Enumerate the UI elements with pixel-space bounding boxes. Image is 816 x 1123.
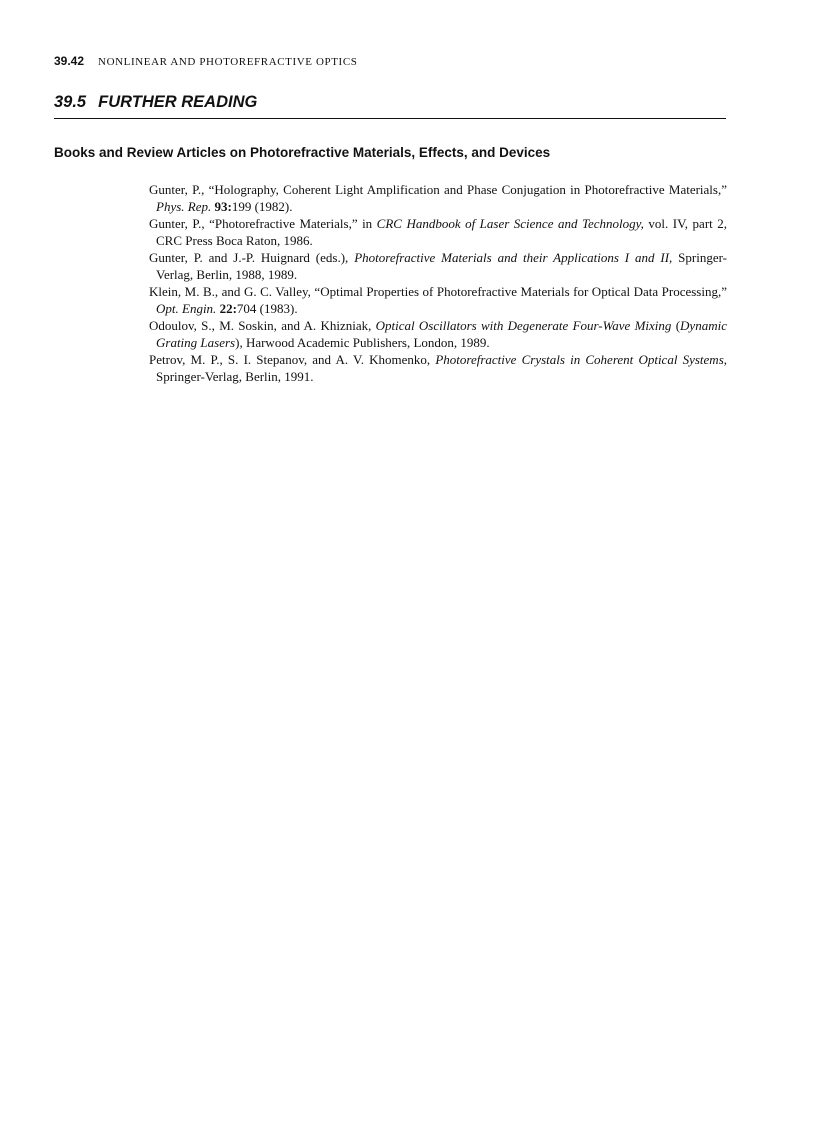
reference-entry: Gunter, P. and J.-P. Huignard (eds.), Photorefractive Materials and their Applications I and II, Springer-Verlag, Berlin, 1988, 1989.	[149, 250, 727, 282]
reference-entry: Gunter, P., “Photorefractive Materials,” in CRC Handbook of Laser Science and Technology, vol. IV, part 2, CRC Press Boca Raton, 1986.	[149, 216, 727, 248]
section-title: FURTHER READING	[98, 93, 258, 111]
page-number: 39.42	[54, 54, 85, 68]
reference-entry: Petrov, M. P., S. I. Stepanov, and A. V. Khomenko, Photorefractive Crystals in Coherent Optical Systems, Springer-Verlag, Berlin, 1991.	[149, 352, 728, 384]
reference-entry: Klein, M. B., and G. C. Valley, “Optimal Properties of Photorefractive Materials for Optical Data Processing,” Opt. Engin. 22:704 (1983).	[149, 284, 727, 316]
reference-entry: Gunter, P., “Holography, Coherent Light Amplification and Phase Conjugation in Photorefractive Materials,” Phys. Rep. 93:199 (1982).	[149, 182, 727, 214]
reference-entry: Odoulov, S., M. Soskin, and A. Khizniak, Optical Oscillators with Degenerate Four-Wave Mixing (Dynamic Grating Lasers), Harwood Academic Publishers, London, 1989.	[149, 318, 727, 350]
running-head	[54, 54, 357, 68]
section-heading	[54, 93, 726, 119]
running-title: NONLINEAR AND PHOTOREFRACTIVE OPTICS	[98, 56, 358, 68]
section-number: 39.5	[54, 93, 87, 111]
subsection-heading: Books and Review Articles on Photorefractive Materials, Effects, and Devices	[54, 145, 551, 160]
reference-list	[149, 181, 727, 385]
